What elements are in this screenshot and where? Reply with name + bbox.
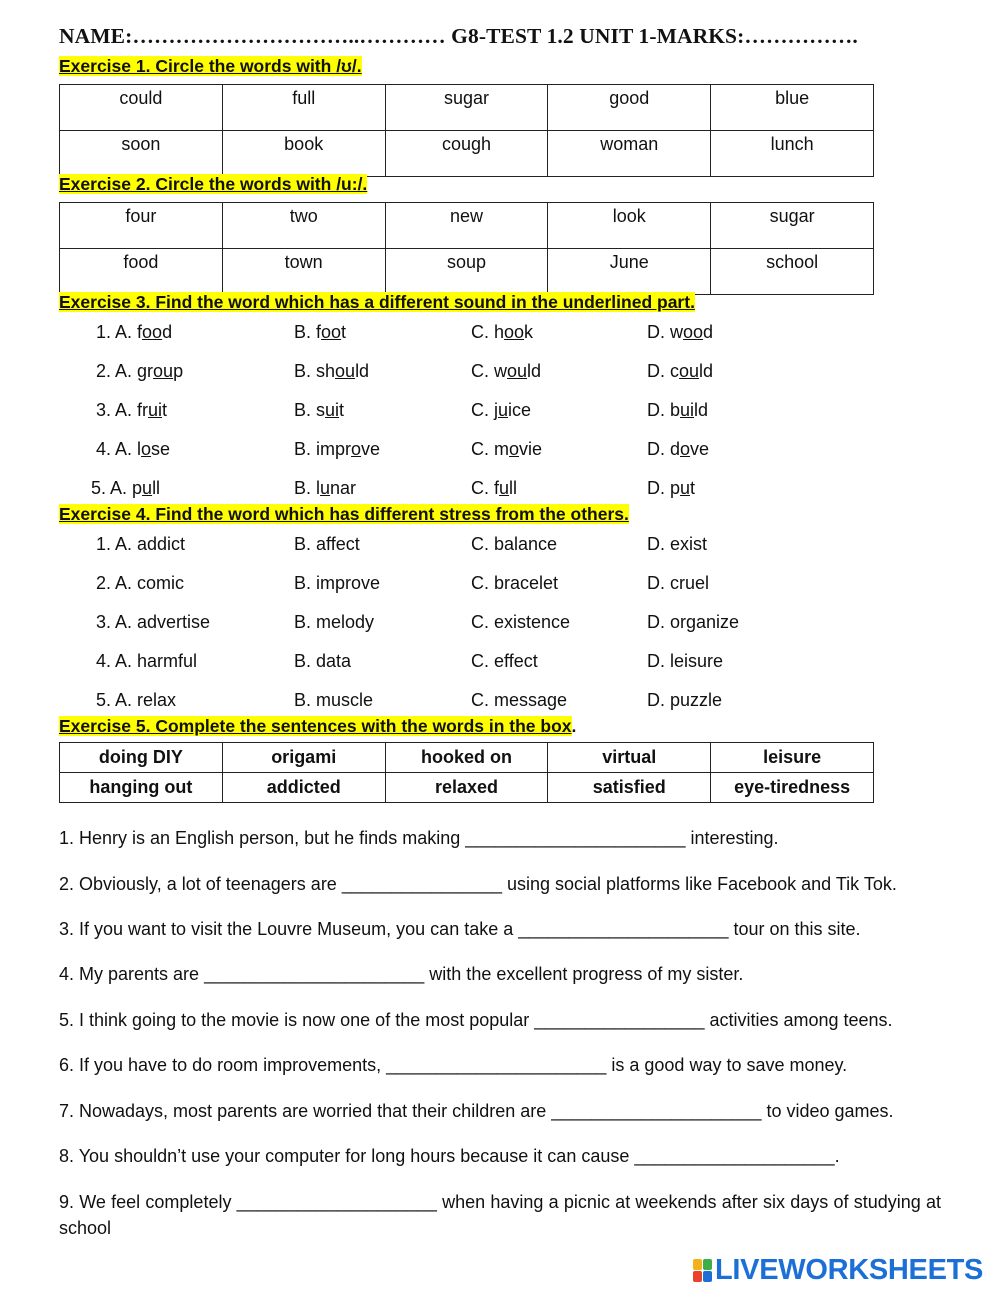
sentence-3[interactable]: 3. If you want to visit the Louvre Museum, you can take a _____________________ tour on this site. — [59, 919, 861, 939]
ex4-q5-option-c[interactable]: C. message — [471, 690, 568, 710]
table-row — [60, 249, 874, 295]
ex3-q2-option-a[interactable]: 2. A. group — [96, 361, 184, 381]
word-cell[interactable]: good — [548, 85, 711, 131]
ex3-q5-option-d[interactable]: D. put — [647, 478, 696, 498]
ex4-q3-option-a[interactable]: 3. A. advertise — [96, 612, 211, 632]
word-cell[interactable]: food — [60, 249, 223, 295]
ex4-q2-option-d[interactable]: D. cruel — [647, 573, 710, 593]
word-box-cell: hanging out — [60, 773, 223, 803]
ex3-q2-option-d[interactable]: D. could — [647, 361, 714, 381]
sentence-6[interactable]: 6. If you have to do room improvements, ______________________ is a good way to save money. — [59, 1055, 848, 1075]
word-cell[interactable]: blue — [711, 85, 874, 131]
exercise-1-table — [59, 84, 874, 177]
word-cell[interactable]: could — [60, 85, 223, 131]
ex4-q1-option-d[interactable]: D. exist — [647, 534, 708, 554]
word-cell[interactable]: lunch — [711, 131, 874, 177]
ex4-q3-option-c[interactable]: C. existence — [471, 612, 571, 632]
ex4-q1-option-a[interactable]: 1. A. addict — [96, 534, 186, 554]
ex3-q2-option-b[interactable]: B. should — [294, 361, 370, 381]
exercise-1-heading-text: Exercise 1. Circle the words with /ʊ/. — [59, 56, 362, 76]
word-cell[interactable]: four — [60, 203, 223, 249]
word-box-cell: virtual — [548, 743, 711, 773]
word-box-cell: hooked on — [385, 743, 548, 773]
ex3-q1-option-b[interactable]: B. foot — [294, 322, 347, 342]
liveworksheets-logo — [693, 1254, 983, 1287]
exercise-5-heading-text: Exercise 5. Complete the sentences with the words in the box — [59, 716, 572, 736]
ex3-q3-option-b[interactable]: B. suit — [294, 400, 345, 420]
ex3-q3-option-c[interactable]: C. juice — [471, 400, 532, 420]
ex3-q5-option-b[interactable]: B. lunar — [294, 478, 357, 498]
word-box-cell: relaxed — [385, 773, 548, 803]
word-box-cell: addicted — [222, 773, 385, 803]
liveworksheets-logo-text: LIVEWORKSHEETS — [715, 1254, 984, 1286]
ex4-q3-option-d[interactable]: D. organize — [647, 612, 740, 632]
sentence-8[interactable]: 8. You shouldn’t use your computer for long hours because it can cause ____________________. — [59, 1146, 840, 1166]
word-box-cell: satisfied — [548, 773, 711, 803]
sentence-7[interactable]: 7. Nowadays, most parents are worried that their children are _____________________ to video games. — [59, 1101, 894, 1121]
ex3-q3-option-a[interactable]: 3. A. fruit — [96, 400, 168, 420]
ex3-q2-option-c[interactable]: C. would — [471, 361, 542, 381]
ex3-q1-option-c[interactable]: C. hook — [471, 322, 534, 342]
ex4-q3-option-b[interactable]: B. melody — [294, 612, 375, 632]
ex4-q2-option-a[interactable]: 2. A. comic — [96, 573, 185, 593]
exercise-4-heading — [59, 504, 629, 525]
page-title: NAME:…………………………..………… G8-TEST 1.2 UNIT 1-MARKS:……………. — [59, 24, 858, 48]
ex4-q2-option-c[interactable]: C. bracelet — [471, 573, 559, 593]
word-box-cell: leisure — [711, 743, 874, 773]
sentence-4[interactable]: 4. My parents are ______________________ with the excellent progress of my sister. — [59, 964, 744, 984]
liveworksheets-mark-icon — [693, 1259, 712, 1282]
word-cell[interactable]: two — [222, 203, 385, 249]
ex4-q5-option-b[interactable]: B. muscle — [294, 690, 374, 710]
word-box-cell: origami — [222, 743, 385, 773]
exercise-2-heading — [59, 174, 367, 195]
table-row — [60, 773, 874, 803]
ex4-q2-option-b[interactable]: B. improve — [294, 573, 381, 593]
word-cell[interactable]: full — [222, 85, 385, 131]
table-row — [60, 85, 874, 131]
word-cell[interactable]: sugar — [711, 203, 874, 249]
word-cell[interactable]: soon — [60, 131, 223, 177]
word-cell[interactable]: sugar — [385, 85, 548, 131]
ex3-q4-option-b[interactable]: B. improve — [294, 439, 381, 459]
ex3-q4-option-c[interactable]: C. movie — [471, 439, 543, 459]
ex3-q1-option-d[interactable]: D. wood — [647, 322, 714, 342]
exercise-3-heading-text: Exercise 3. Find the word which has a different sound in the underlined part. — [59, 292, 695, 312]
ex4-q5-option-a[interactable]: 5. A. relax — [96, 690, 177, 710]
word-cell[interactable]: town — [222, 249, 385, 295]
ex3-q3-option-d[interactable]: D. build — [647, 400, 709, 420]
word-cell[interactable]: new — [385, 203, 548, 249]
exercise-1-heading — [59, 56, 362, 77]
ex4-q4-option-c[interactable]: C. effect — [471, 651, 538, 671]
ex3-q4-option-a[interactable]: 4. A. lose — [96, 439, 171, 459]
exercise-2-heading-text: Exercise 2. Circle the words with /u:/. — [59, 174, 368, 194]
word-cell[interactable]: woman — [548, 131, 711, 177]
sentence-9[interactable]: 9. We feel completely ____________________ when having a picnic at weekends after six days of studying at school — [59, 1192, 941, 1238]
ex3-q5-option-c[interactable]: C. full — [471, 478, 518, 498]
table-row — [60, 203, 874, 249]
exercise-2-table — [59, 202, 874, 295]
exercise-4-heading-text: Exercise 4. Find the word which has different stress from the others. — [59, 504, 629, 524]
word-cell[interactable]: book — [222, 131, 385, 177]
exercise-5-heading-period: . — [571, 716, 577, 736]
ex3-q1-option-a[interactable]: 1. A. food — [96, 322, 173, 342]
ex4-q1-option-c[interactable]: C. balance — [471, 534, 558, 554]
ex3-q5-option-a[interactable]: 5. A. pull — [91, 478, 161, 498]
ex4-q4-option-a[interactable]: 4. A. harmful — [96, 651, 198, 671]
ex4-q1-option-b[interactable]: B. affect — [294, 534, 360, 554]
word-cell[interactable]: school — [711, 249, 874, 295]
word-cell[interactable]: cough — [385, 131, 548, 177]
word-cell[interactable]: soup — [385, 249, 548, 295]
word-box-cell: doing DIY — [60, 743, 223, 773]
sentence-5[interactable]: 5. I think going to the movie is now one of the most popular _________________ activities among teens. — [59, 1010, 893, 1030]
word-box-cell: eye-tiredness — [711, 773, 874, 803]
word-cell[interactable]: June — [548, 249, 711, 295]
word-box-table — [59, 742, 874, 803]
sentence-1[interactable]: 1. Henry is an English person, but he finds making ______________________ interesting. — [59, 828, 779, 848]
ex3-q4-option-d[interactable]: D. dove — [647, 439, 710, 459]
ex4-q4-option-b[interactable]: B. data — [294, 651, 352, 671]
table-row — [60, 131, 874, 177]
exercise-5-heading — [59, 716, 576, 737]
sentence-2[interactable]: 2. Obviously, a lot of teenagers are ________________ using social platforms like Facebook and Tik Tok. — [59, 874, 897, 894]
ex4-q4-option-d[interactable]: D. leisure — [647, 651, 724, 671]
word-cell[interactable]: look — [548, 203, 711, 249]
table-row — [60, 743, 874, 773]
exercise-3-heading — [59, 292, 695, 313]
ex4-q5-option-d[interactable]: D. puzzle — [647, 690, 723, 710]
